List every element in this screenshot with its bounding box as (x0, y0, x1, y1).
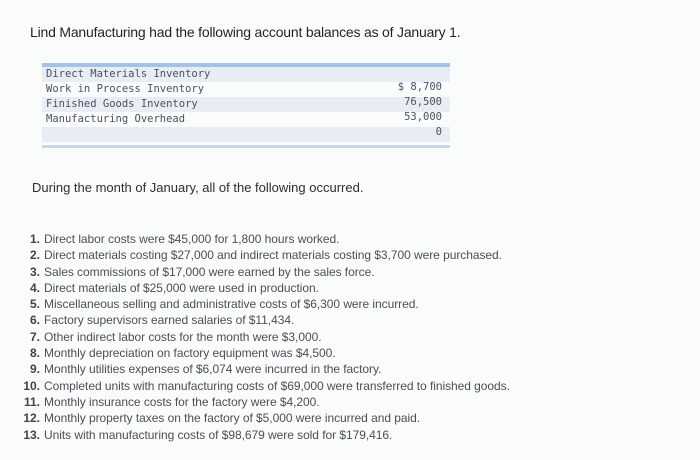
table-row (42, 97, 450, 112)
account-value: 53,000 (404, 111, 442, 123)
item-text: Direct materials of $25,000 were used in production. (44, 280, 319, 295)
list-item (12, 231, 692, 247)
item-text: Monthly insurance costs for the factory were $4,200. (44, 394, 320, 409)
table-row (42, 112, 450, 127)
item-text: Factory supervisors earned salaries of $11,434. (44, 313, 295, 328)
item-text: Monthly property taxes on the factory of $5,000 were incurred and paid. (44, 411, 421, 426)
item-number: 10. (23, 378, 40, 393)
account-balances-table (42, 63, 450, 147)
list-item (12, 410, 692, 426)
list-item (12, 296, 692, 312)
list-item (12, 247, 692, 263)
item-text: Miscellaneous selling and administrative costs of $6,300 were incurred. (44, 297, 419, 312)
item-number: 6. (29, 313, 40, 328)
intro-text: Lind Manufacturing had the following account balances as of January 1. (30, 24, 461, 40)
list-item (12, 361, 692, 377)
item-number: 5. (29, 297, 40, 312)
during-text: During the month of January, all of the following occurred. (32, 180, 364, 195)
list-item (12, 345, 692, 361)
item-number: 1. (29, 232, 40, 246)
list-item (12, 378, 692, 394)
item-number: 8. (29, 346, 40, 361)
list-item (12, 427, 692, 443)
item-text: Sales commissions of $17,000 were earned by the sales force. (44, 264, 375, 279)
account-name: Direct Materials Inventory (46, 68, 211, 80)
account-name: Manufacturing Overhead (46, 113, 186, 125)
item-number: 9. (29, 362, 40, 377)
item-number: 4. (29, 280, 40, 295)
item-number: 11. (23, 394, 40, 409)
event-list (12, 231, 692, 443)
item-text: Direct labor costs were $45,000 for 1,800 hours worked. (44, 232, 340, 246)
table-bottom-rule (42, 145, 450, 148)
item-number: 7. (29, 329, 40, 344)
list-item (12, 312, 692, 328)
item-number: 3. (29, 264, 40, 279)
account-value: $ 8,700 (397, 81, 442, 93)
item-number: 13. (23, 427, 40, 442)
list-item (12, 264, 692, 280)
account-value: 76,500 (404, 96, 442, 108)
item-text: Monthly depreciation on factory equipment was $4,500. (44, 346, 336, 361)
item-text: Direct materials costing $27,000 and indirect materials costing $3,700 were purchased. (44, 248, 502, 263)
item-number: 2. (29, 248, 40, 263)
item-text: Completed units with manufacturing costs of $69,000 were transferred to finished goods. (44, 378, 510, 393)
account-name: Work in Process Inventory (46, 83, 205, 95)
table-row (42, 127, 450, 142)
item-text: Units with manufacturing costs of $98,679 were sold for $179,416. (44, 427, 393, 442)
item-number: 12. (23, 411, 40, 426)
list-item (12, 280, 692, 296)
item-text: Other indirect labor costs for the month were $3,000. (44, 329, 322, 344)
account-name: Finished Goods Inventory (46, 98, 198, 110)
list-item (12, 329, 692, 345)
item-text: Monthly utilities expenses of $6,074 were incurred in the factory. (44, 362, 382, 377)
table-row (42, 82, 450, 97)
account-value: 0 (435, 126, 442, 138)
table-row (42, 67, 450, 82)
list-item (12, 394, 692, 410)
